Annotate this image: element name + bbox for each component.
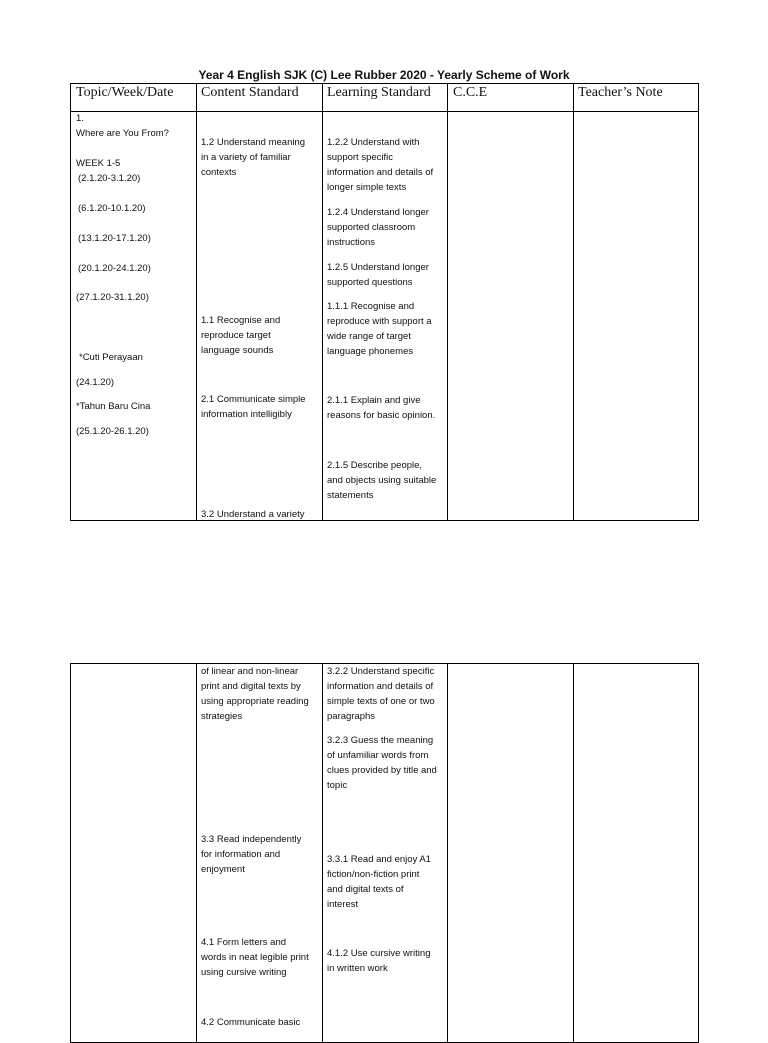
topic-date-3: (13.1.20-17.1.20) — [78, 233, 151, 244]
learning-standard-2-1-1: 2.1.1 Explain and give reasons for basic opinion. — [327, 395, 436, 421]
topic-holiday-1-date: (24.1.20) — [76, 377, 115, 388]
topic-holiday-1: *Cuti Perayaan — [79, 352, 143, 363]
topic-date-1: (2.1.20-3.1.20) — [78, 173, 141, 184]
content-standard-1-2: 1.2 Understand meaning in a variety of familiar contexts — [201, 137, 306, 178]
topic-name: Where are You From? — [76, 128, 169, 139]
header-teachers-note: Teacher’s Note — [578, 85, 663, 100]
topic-number: 1. — [76, 113, 84, 124]
topic-date-2: (6.1.20-10.1.20) — [78, 203, 146, 214]
topic-date-5: (27.1.20-31.1.20) — [76, 292, 149, 303]
document-title: Year 4 English SJK (C) Lee Rubber 2020 - Yearly Scheme of Work — [198, 68, 570, 82]
content-standard-3-2-cont: of linear and non-linear print and digital texts by using appropriate reading strategies — [201, 666, 309, 722]
content-standard-3-2: 3.2 Understand a variety — [201, 509, 305, 520]
header-content-standard: Content Standard — [201, 85, 299, 100]
content-standard-3-3: 3.3 Read independently for information and enjoyment — [201, 834, 302, 875]
content-standard-2-1: 2.1 Communicate simple information intelligibly — [201, 394, 306, 420]
content-standard-4-2: 4.2 Communicate basic — [201, 1017, 301, 1028]
header-learning-standard: Learning Standard — [327, 85, 431, 100]
learning-standard-2-1-5: 2.1.5 Describe people, and objects using suitable statements — [327, 460, 437, 501]
topic-date-4: (20.1.20-24.1.20) — [78, 263, 151, 274]
learning-standard-3-2-3: 3.2.3 Guess the meaning of unfamiliar words from clues provided by title and topic — [327, 735, 437, 791]
learning-standard-1-2-2: 1.2.2 Understand with support specific information and details of longer simple texts — [327, 137, 434, 193]
learning-standard-3-3-1: 3.3.1 Read and enjoy A1 fiction/non-fiction print and digital texts of interest — [327, 854, 432, 910]
scheme-table-page-2 — [70, 663, 699, 1043]
content-standard-1-1: 1.1 Recognise and reproduce target language sounds — [201, 315, 281, 356]
learning-standard-3-2-2: 3.2.2 Understand specific information and details of simple texts of one or two paragraphs — [327, 666, 435, 722]
learning-standard-1-2-5: 1.2.5 Understand longer supported questions — [327, 262, 429, 288]
learning-standard-1-2-4: 1.2.4 Understand longer supported classroom instructions — [327, 207, 429, 248]
topic-holiday-2: *Tahun Baru Cina — [76, 401, 151, 412]
header-topic: Topic/Week/Date — [76, 85, 174, 100]
scheme-table-page-1 — [70, 83, 699, 521]
content-standard-4-1: 4.1 Form letters and words in neat legible print using cursive writing — [201, 937, 309, 978]
learning-standard-1-1-1: 1.1.1 Recognise and reproduce with support a wide range of target language phonemes — [327, 301, 432, 357]
topic-week: WEEK 1-5 — [76, 158, 121, 169]
topic-holiday-2-date: (25.1.20-26.1.20) — [76, 426, 149, 437]
header-cce: C.C.E — [453, 85, 488, 100]
learning-standard-4-1-2: 4.1.2 Use cursive writing in written work — [327, 948, 431, 974]
